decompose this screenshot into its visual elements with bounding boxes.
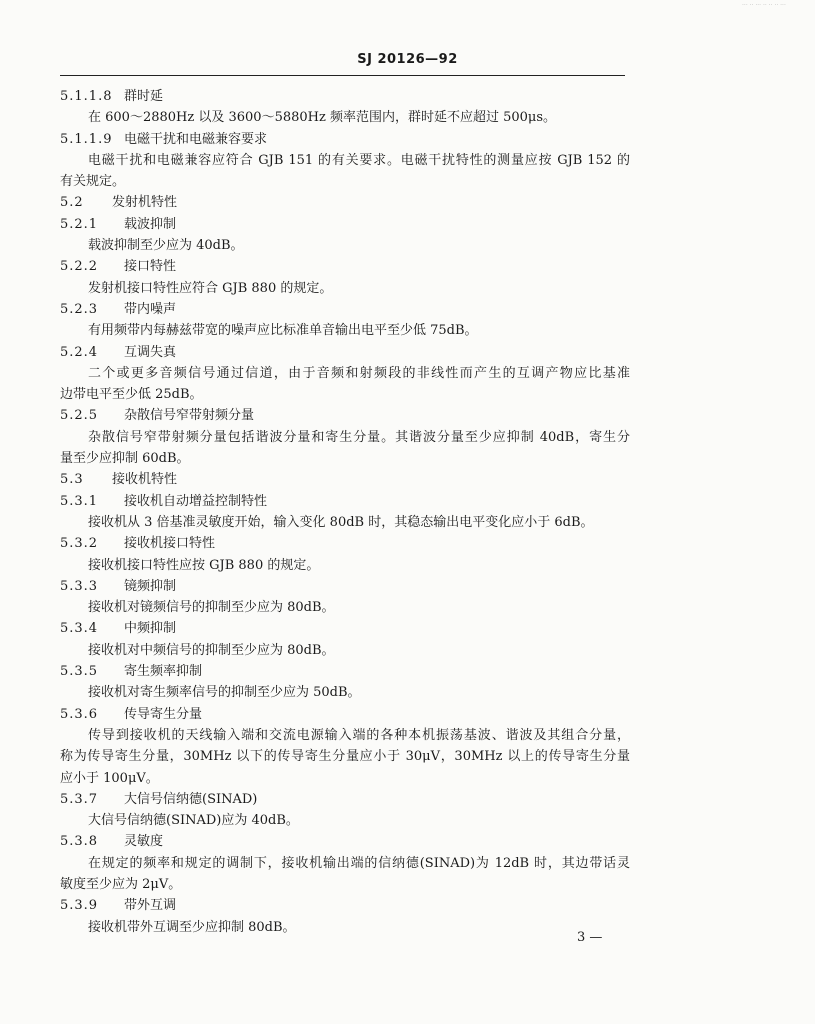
paragraph-line: 二个或更多音频信号通过信道，由于音频和射频段的非线性而产生的互调产物应比基准: [88, 365, 630, 381]
paragraph-line: 载波抑制至少应为 40dB。: [88, 238, 244, 254]
paragraph-line: 发射机接口特性应符合 GJB 880 的规定。: [88, 280, 333, 296]
section-number: 5.3.2: [60, 536, 99, 552]
section-heading: [60, 618, 630, 639]
header-rule: [60, 75, 625, 76]
section-heading: [60, 342, 630, 363]
paragraph-continuation: 量至少应抑制 60dB。: [60, 451, 190, 467]
section-title: 发射机特性: [112, 195, 178, 211]
section-number: 5.2: [60, 195, 84, 211]
section-title: 电磁干扰和电磁兼容要求: [124, 131, 268, 147]
section-title: 寄生频率抑制: [124, 664, 203, 680]
paragraph-continuation: 边带电平至少低 25dB。: [60, 387, 203, 403]
paragraph-line: 接收机接口特性应按 GJB 880 的规定。: [88, 557, 320, 573]
section-heading: [60, 576, 630, 597]
page-header: SJ 20126—92: [357, 52, 458, 67]
section-number: 5.2.3: [60, 301, 99, 317]
paragraph-continuation: 称为传导寄生分量，30MHz 以下的传导寄生分量应小于 30μV，30MHz 以上的传导寄生分量: [60, 749, 630, 765]
section-title: 接口特性: [124, 259, 177, 275]
paragraph-continuation: 敏度至少应为 2μV。: [60, 876, 182, 892]
section-heading: [60, 895, 630, 916]
corner-mark: ··· ·· ··· ·· ·· ·· ···: [742, 2, 786, 9]
section-number: 5.3.8: [60, 834, 99, 850]
paragraph-line: 接收机对镜频信号的抑制至少应为 80dB。: [88, 600, 335, 616]
section-heading: [60, 469, 630, 490]
section-title: 杂散信号窄带射频分量: [124, 408, 255, 424]
section-title: 互调失真: [124, 344, 177, 360]
section-title: 中频抑制: [124, 621, 177, 637]
section-heading: [60, 405, 630, 426]
section-number: 5.2.5: [60, 408, 99, 424]
section-heading: [60, 661, 630, 682]
section-number: 5.3.7: [60, 791, 99, 807]
page-number: 3 —: [577, 930, 603, 945]
section-title: 载波抑制: [124, 216, 177, 232]
section-number: 5.3.5: [60, 664, 99, 680]
section-number: 5.3.4: [60, 621, 99, 637]
section-number: 5.2.1: [60, 216, 99, 232]
section-title: 带内噪声: [124, 301, 177, 317]
section-heading: [60, 491, 630, 512]
section-title: 传导寄生分量: [124, 706, 203, 722]
section-heading: [60, 214, 630, 235]
paragraph-line: 大信号信纳德(SINAD)应为 40dB。: [88, 813, 299, 829]
paragraph-line: 传导到接收机的天线输入端和交流电源输入端的各种本机振荡基波、谐波及其组合分量，: [88, 727, 630, 743]
section-number: 5.3.1: [60, 493, 99, 509]
section-number: 5.3.3: [60, 578, 99, 594]
paragraph-line: 接收机对寄生频率信号的抑制至少应为 50dB。: [88, 685, 361, 701]
paragraph-line: 电磁干扰和电磁兼容应符合 GJB 151 的有关要求。电磁干扰特性的测量应按 GJB 152 的: [88, 152, 630, 168]
section-heading: [60, 831, 630, 852]
section-number: 5.1.1.8: [60, 89, 113, 104]
section-title: 镜频抑制: [124, 578, 177, 594]
section-title: 大信号信纳德(SINAD): [124, 791, 258, 807]
paragraph-line: 接收机对中频信号的抑制至少应为 80dB。: [88, 642, 335, 658]
section-heading: [60, 192, 630, 213]
section-heading: [60, 86, 630, 107]
section-title: 接收机接口特性: [124, 536, 216, 552]
paragraph-line: 有用频带内每赫兹带宽的噪声应比标准单音输出电平至少低 75dB。: [88, 323, 478, 339]
section-number: 5.2.2: [60, 259, 99, 275]
paragraph-line: 在规定的频率和规定的调制下，接收机输出端的信纳德(SINAD)为 12dB 时，其边带话灵: [88, 855, 630, 871]
section-heading: [60, 704, 630, 725]
paragraph-continuation: 有关规定。: [60, 174, 126, 190]
paragraph-line: 杂散信号窄带射频分量包括谐波分量和寄生分量。其谐波分量至少应抑制 40dB，寄生分: [88, 429, 630, 445]
section-number: 5.3.6: [60, 706, 99, 722]
section-title: 灵敏度: [124, 834, 164, 850]
section-title: 带外互调: [124, 898, 177, 914]
section-number: 5.2.4: [60, 344, 99, 360]
paragraph-line: 接收机从 3 倍基准灵敏度开始，输入变化 80dB 时，其稳态输出电平变化应小于 6dB。: [88, 514, 594, 530]
paragraph-line: 在 600～2880Hz 以及 3600～5880Hz 频率范围内，群时延不应超过 500μs。: [88, 110, 557, 126]
section-number: 5.3: [60, 472, 84, 488]
section-title: 群时延: [124, 89, 164, 104]
section-heading: [60, 256, 630, 277]
section-title: 接收机特性: [112, 472, 178, 488]
paragraph-line: 接收机带外互调至少应抑制 80dB。: [88, 919, 296, 935]
section-title: 接收机自动增益控制特性: [124, 493, 268, 509]
document-body: [60, 86, 630, 938]
section-heading: [60, 789, 630, 810]
section-heading: [60, 299, 630, 320]
section-number: 5.3.9: [60, 898, 99, 914]
section-heading: [60, 533, 630, 554]
paragraph-continuation: 应小于 100μV。: [60, 770, 159, 786]
section-heading: [60, 129, 630, 150]
section-number: 5.1.1.9: [60, 131, 113, 147]
